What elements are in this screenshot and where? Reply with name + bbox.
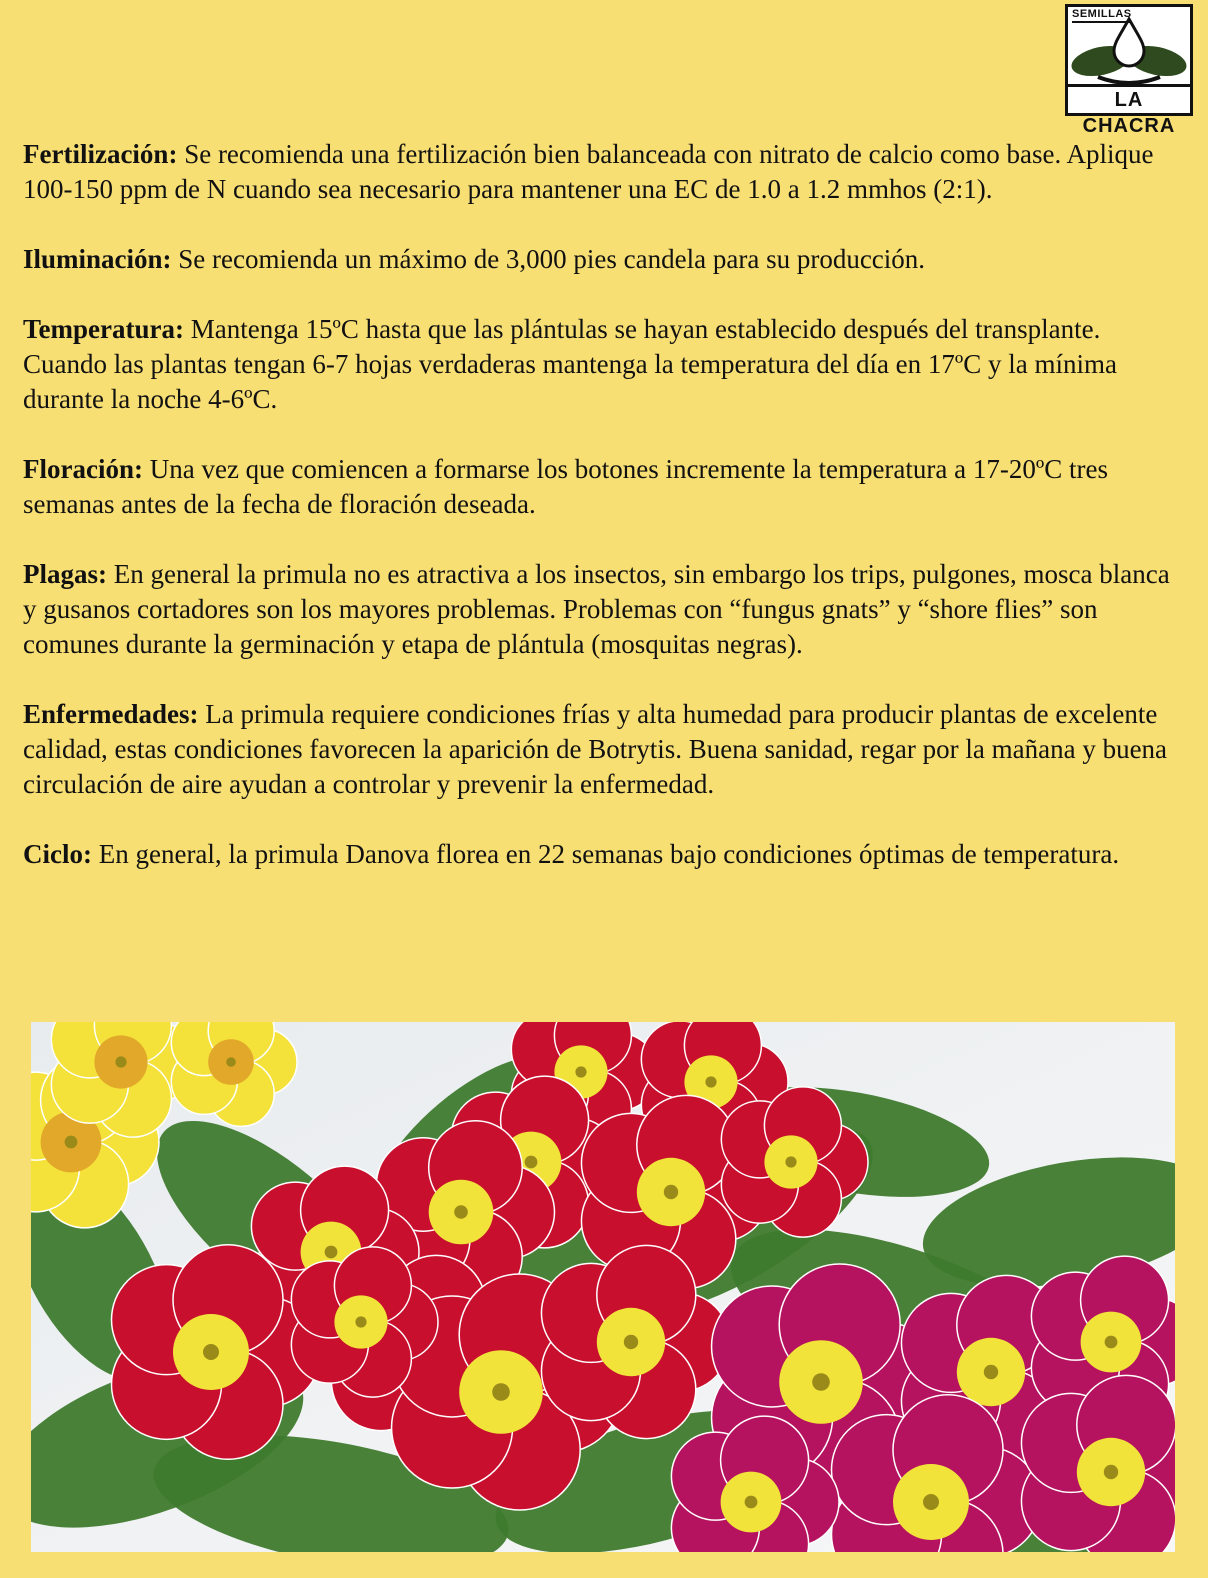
logo-bottom-text: LA CHACRA — [1068, 84, 1190, 113]
section-label: Fertilización: — [23, 139, 178, 169]
logo-top-text: SEMILLAS — [1072, 8, 1132, 23]
section-ciclo — [23, 837, 1173, 872]
brand-logo — [1065, 4, 1193, 137]
section-temperatura — [23, 312, 1173, 417]
section-text: Se recomienda un máximo de 3,000 pies candela para su producción. — [171, 244, 926, 274]
section-text: Una vez que comiencen a formarse los botones incremente la temperatura a 17-20ºC tres semanas antes de la fecha de floración deseada. — [23, 454, 1108, 519]
section-iluminacion — [23, 242, 1173, 277]
section-text: Se recomienda una fertilización bien balanceada con nitrato de calcio como base. Aplique 100-150 ppm de N cuando sea necesario para mantener una EC de 1.0 a 1.2 mmhos (2:1). — [23, 139, 1154, 204]
section-label: Ciclo: — [23, 839, 92, 869]
section-plagas — [23, 557, 1173, 662]
section-text: En general la primula no es atractiva a los insectos, sin embargo los trips, pulgones, mosca blanca y gusanos cortadores son los mayores problemas. Problemas con “fungus gnats” y “shore flies” son comunes durante la germinación y etapa de plántula (mosquitas negras). — [23, 559, 1170, 659]
document-body — [23, 137, 1173, 907]
section-label: Enfermedades: — [23, 699, 199, 729]
primula-flower — [1021, 1375, 1175, 1552]
section-label: Iluminación: — [23, 244, 172, 274]
flower-illustration — [31, 1022, 1175, 1552]
section-floracion — [23, 452, 1173, 522]
section-label: Floración: — [23, 454, 143, 484]
section-label: Plagas: — [23, 559, 107, 589]
section-label: Temperatura: — [23, 314, 184, 344]
section-text: Mantenga 15ºC hasta que las plántulas se hayan establecido después del transplante. Cuando las plantas tengan 6-7 hojas verdaderas mantenga la temperatura del día en 17ºC y la mínima durante la noche 4-6ºC. — [23, 314, 1118, 414]
section-text: La primula requiere condiciones frías y alta humedad para producir plantas de excelente calidad, estas condiciones favorecen la aparición de Botrytis. Buena sanidad, regar por la mañana y buena circulación de aire ayudan a controlar y prevenir la enfermedad. — [23, 699, 1168, 799]
section-enfermedades — [23, 697, 1173, 802]
section-text: En general, la primula Danova florea en 22 semanas bajo condiciones óptimas de temperatura. — [91, 839, 1120, 869]
primula-flowers-photo — [31, 1022, 1175, 1552]
section-fertilizacion — [23, 137, 1173, 207]
